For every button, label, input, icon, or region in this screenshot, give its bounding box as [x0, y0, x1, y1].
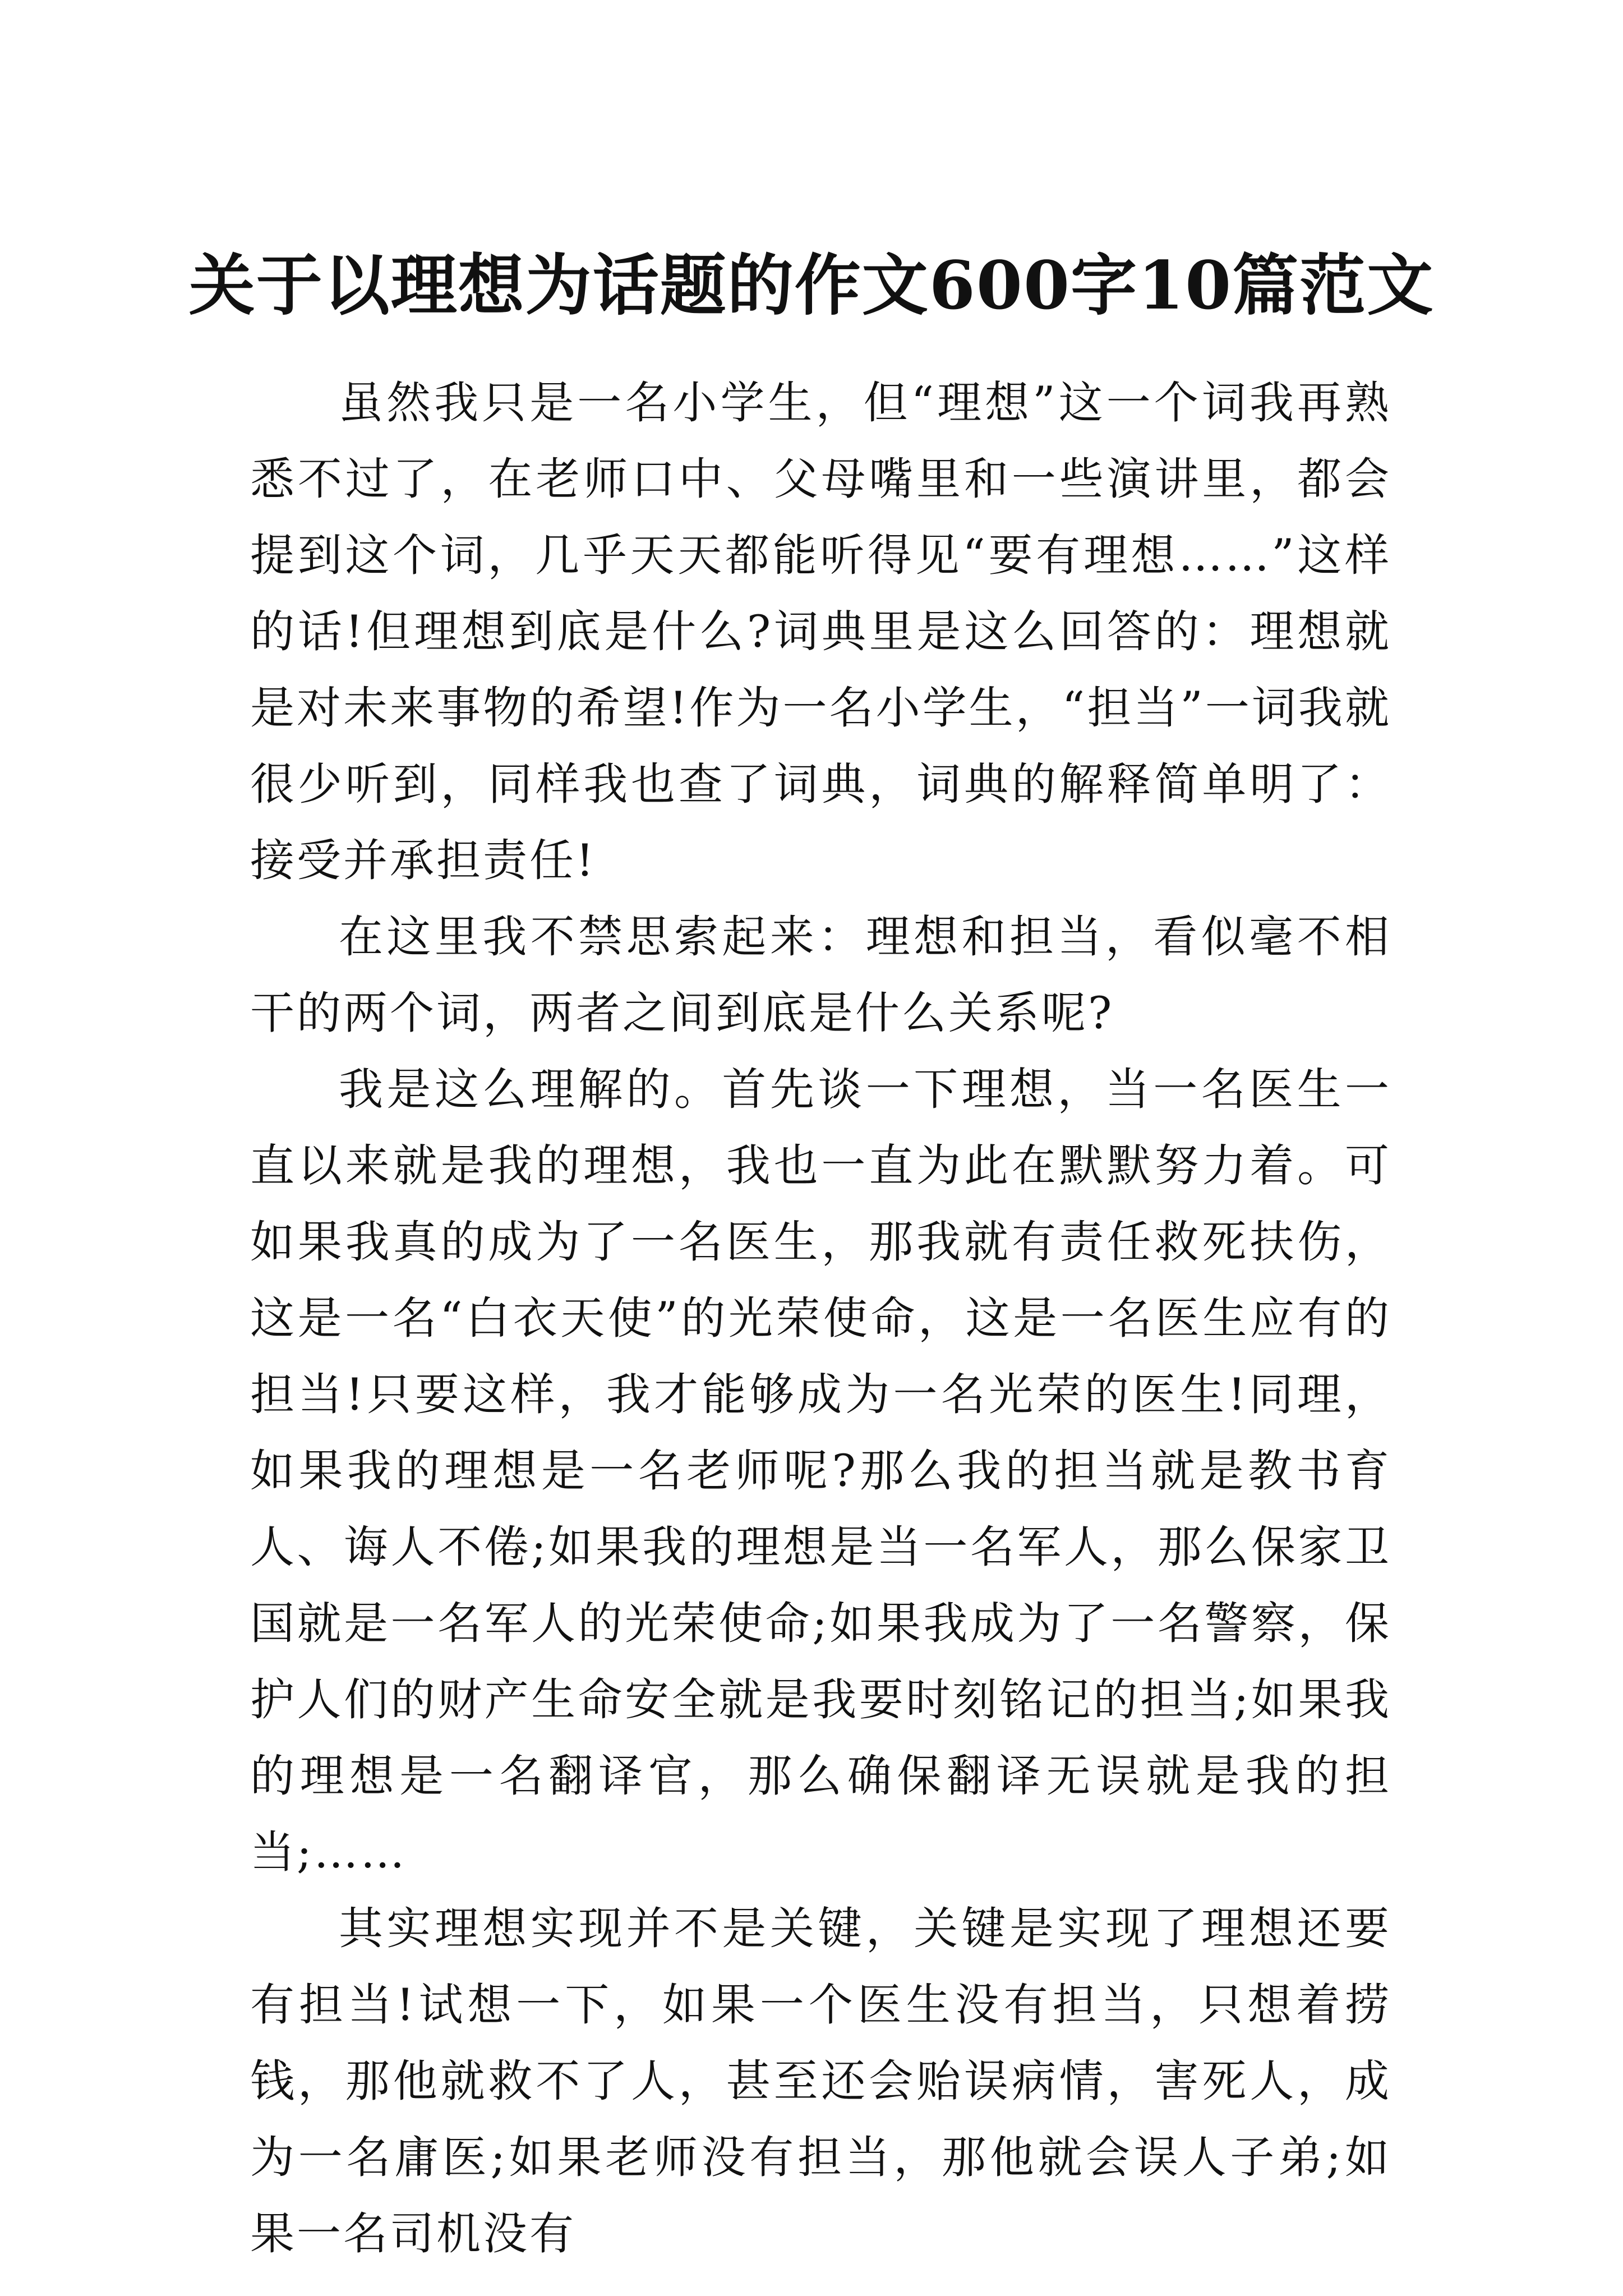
- paragraph-4: 其实理想实现并不是关键，关键是实现了理想还要有担当!试想一下，如果一个医生没有担当，只想着捞钱，那他就救不了人，甚至还会贻误病情，害死人，成为一名庸医;如果老师没有担当，那他就会误人子弟;如果一名司机没有: [250, 1903, 1391, 2260]
- paragraph-1: 虽然我只是一名小学生，但“理想”这一个词我再熟悉不过了，在老师口中、父母嘴里和一些演讲里，都会提到这个词，几乎天天都能听得见“要有理想……”这样的话!但理想到底是什么?词典里是这么回答的：理想就是对未来事物的希望!作为一名小学生，“担当”一词我就很少听到，同样我也查了词典，词典的解释简单明了：接受并承担责任!: [250, 377, 1391, 886]
- document-body: [250, 365, 1391, 2272]
- document-title: 关于以理想为话题的作文600字10篇范文: [188, 246, 1435, 325]
- paragraph-3: 我是这么理解的。首先谈一下理想，当一名医生一直以来就是我的理想，我也一直为此在默默努力着。可如果我真的成为了一名医生，那我就有责任救死扶伤，这是一名“白衣天使”的光荣使命，这是一名医生应有的担当!只要这样，我才能够成为一名光荣的医生!同理，如果我的理想是一名老师呢?那么我的担当就是教书育人、诲人不倦;如果我的理想是当一名军人，那么保家卫国就是一名军人的光荣使命;如果我成为了一名警察，保护人们的财产生命安全就是我要时刻铭记的担当;如果我的理想是一名翻译官，那么确保翻译无误就是我的担当;……: [250, 1064, 1391, 1878]
- paragraph-2: 在这里我不禁思索起来：理想和担当，看似毫不相干的两个词，两者之间到底是什么关系呢?: [250, 911, 1391, 1039]
